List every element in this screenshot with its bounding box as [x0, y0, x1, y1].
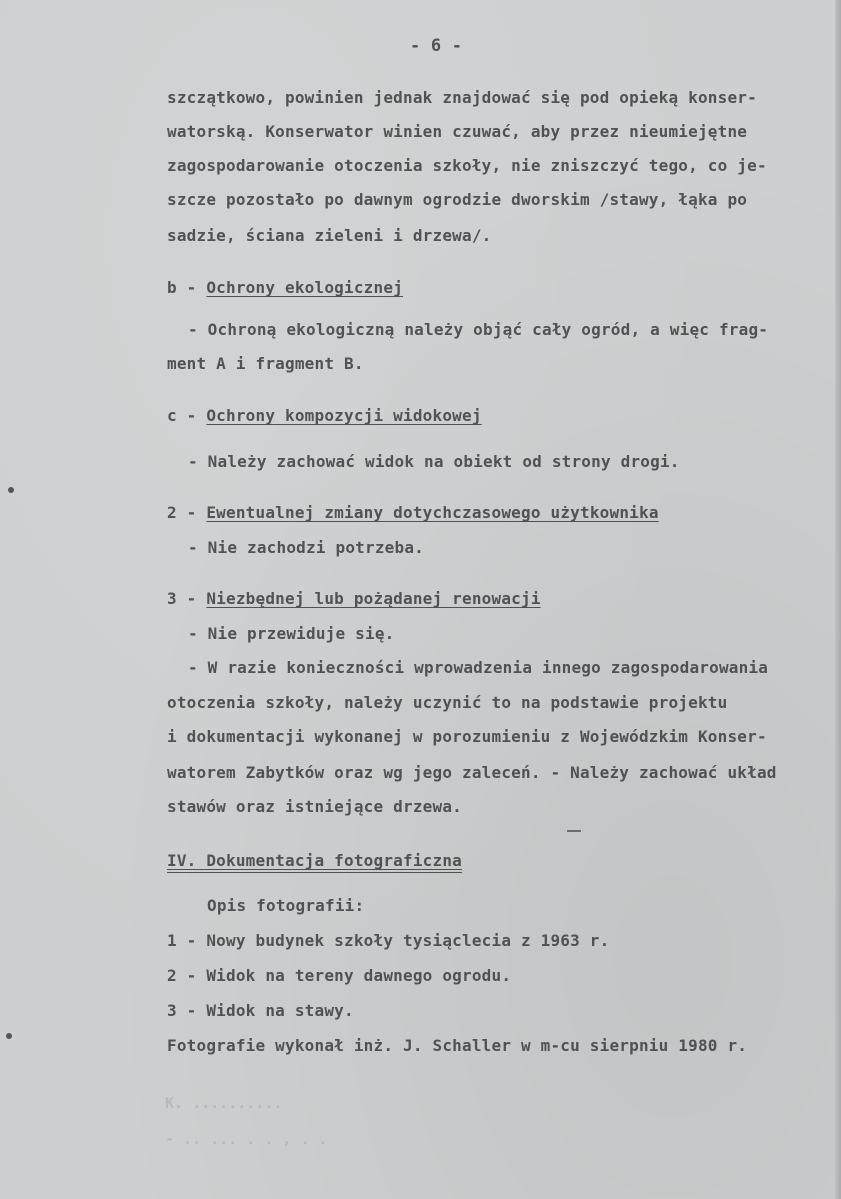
faint-line-1: K. .......... — [165, 1094, 283, 1112]
section-c-heading-line — [167, 406, 482, 425]
section-b-prefix: b - — [167, 278, 207, 297]
section-3-prefix: 3 - — [167, 589, 207, 608]
binding-hole-mark — [6, 1033, 12, 1039]
body-line-5: sadzie, ściana zieleni i drzewa/. — [167, 226, 492, 245]
body-line-2: watorską. Konserwator winien czuwać, aby przez nieumiejętne — [167, 122, 748, 141]
faint-line-2: - .. ... . . , . . — [165, 1130, 328, 1148]
section-iv-subheading: Opis fotografii: — [207, 896, 365, 915]
section-3-text-1: - Nie przewiduje się. — [188, 624, 395, 643]
section-2-prefix: 2 - — [167, 503, 207, 522]
photo-item-3: 3 - Widok na stawy. — [167, 1001, 354, 1020]
section-2-heading-line — [167, 503, 659, 522]
binding-hole-mark — [8, 487, 14, 493]
body-line-4: szcze pozostało po dawnym ogrodzie dworskim /stawy, łąka po — [167, 190, 748, 209]
section-2-text-1: - Nie zachodzi potrzeba. — [188, 538, 424, 557]
section-3-text-2: - W razie konieczności wprowadzenia innego zagospodarowania — [188, 658, 769, 677]
photo-credit: Fotografie wykonał inż. J. Schaller w m-cu sierpniu 1980 r. — [167, 1036, 748, 1055]
section-3-text-3: otoczenia szkoły, należy uczynić to na podstawie projektu — [167, 693, 728, 712]
section-3-text-5: watorem Zabytków oraz wg jego zaleceń. - Należy zachować układ — [167, 763, 777, 782]
section-c-heading: Ochrony kompozycji widokowej — [206, 406, 482, 425]
section-2-heading: Ewentualnej zmiany dotychczasowego użytkownika — [206, 503, 659, 522]
photo-item-1: 1 - Nowy budynek szkoły tysiąclecia z 1963 r. — [167, 931, 610, 950]
section-iv-heading: IV. Dokumentacja fotograficzna — [167, 851, 462, 870]
section-b-heading-line — [167, 278, 403, 297]
section-c-prefix: c - — [167, 406, 207, 425]
section-b-text-1: - Ochroną ekologiczną należy objąć cały ogród, a więc frag- — [188, 320, 769, 339]
body-line-3: zagospodarowanie otoczenia szkoły, nie zniszczyć tego, co je- — [167, 156, 767, 175]
photo-item-2: 2 - Widok na tereny dawnego ogrodu. — [167, 966, 512, 985]
section-b-heading: Ochrony ekologicznej — [206, 278, 403, 297]
stray-dash-mark — [567, 830, 581, 832]
section-c-text-1: - Należy zachować widok na obiekt od strony drogi. — [188, 452, 680, 471]
page-number: - 6 - — [410, 36, 463, 56]
section-3-heading: Niezbędnej lub pożądanej renowacji — [206, 589, 541, 608]
section-3-text-6: stawów oraz istniejące drzewa. — [167, 797, 462, 816]
section-3-text-4: i dokumentacji wykonanej w porozumieniu z Wojewódzkim Konser- — [167, 727, 767, 746]
section-3-heading-line — [167, 589, 541, 608]
page-edge-shadow — [835, 0, 841, 1199]
body-line-1: szczątkowo, powinien jednak znajdować się pod opieką konser- — [167, 88, 757, 107]
section-b-text-2: ment A i fragment B. — [167, 354, 364, 373]
